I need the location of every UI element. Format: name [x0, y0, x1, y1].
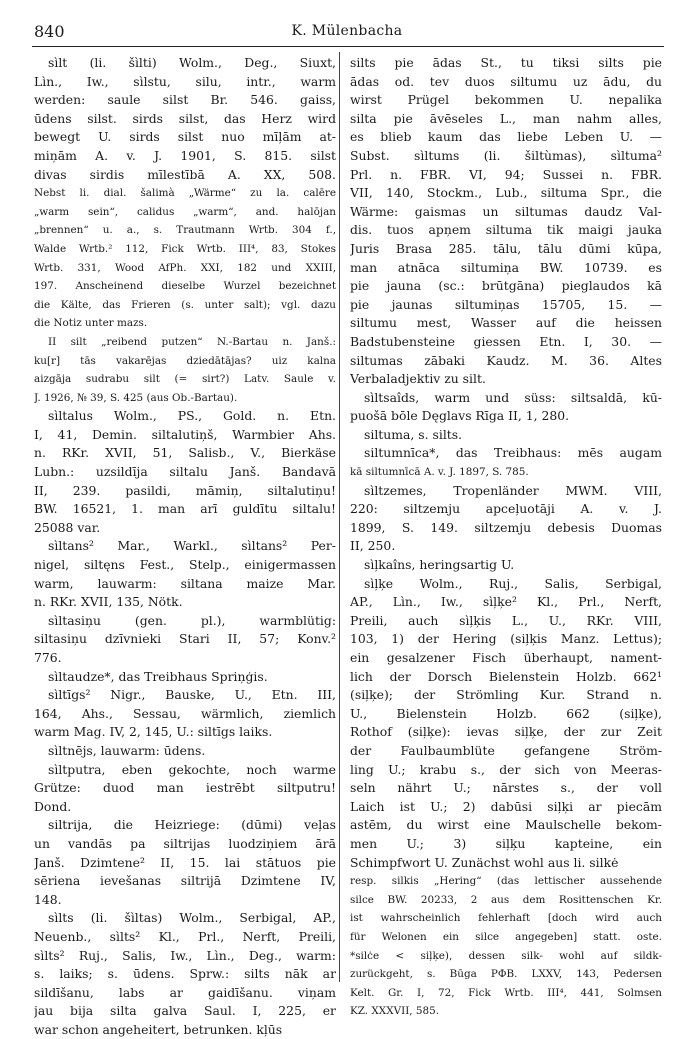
text-line: U., Bielenstein Holzb. 662 (siļķe), [350, 705, 662, 721]
text-line: ūdens silst. sirds silst, das Herz wird [34, 110, 336, 126]
text-line: KZ. XXXVII, 585. [350, 1005, 440, 1018]
text-line: Preili, auch sìļķis L., U., RKr. VIII, [350, 612, 662, 628]
text-line: I, 41, Demin. siltalutiņš, Warmbier Ahs. [34, 426, 336, 442]
text-line: sildīšanu, labs ar gaidīšanu. viņam [34, 984, 336, 1000]
text-line: n. RKr. XVII, 135, Nötk. [34, 594, 183, 610]
text-line: man atnāca siltumiņa BW. 10739. es [350, 259, 662, 275]
text-line: für Welonen ein silce angegeben] statt. oste. [350, 930, 662, 943]
text-line: sìlts² Ruj., Salis, Iw., Lìn., Deg., warm: [34, 947, 336, 963]
text-line: Prl. n. FBR. VI, 94; Sussei n. FBR. [350, 166, 662, 182]
text-line: die Kälte, das Frieren (s. unter salt); vgl. dazu [34, 298, 336, 311]
text-line: AP., Lìn., Iw., sìļķe² Kl., Prl., Nerft, [350, 594, 662, 610]
text-line: sìltaudze*, das Treibhaus Spriņģis. [48, 668, 268, 684]
text-line: sìltasiņu (gen. pl.), warmblütig: [48, 612, 336, 628]
text-line: Lubn.: uzsildīja siltalu Janš. Bandavā [34, 464, 336, 480]
text-line: aizgāja sudrabu silt (= sirt?) Latv. Saule v. [34, 373, 336, 386]
right-column [350, 54, 662, 1021]
text-line: sēriena ievešanas siltrijā Dzimtene IV, [34, 873, 336, 889]
text-line: siltumas zābaki Kaudz. M. 36. Altes [350, 352, 662, 368]
text-line: miņām A. v. J. 1901, S. 815. silst [34, 147, 336, 163]
text-line: warm Mag. IV, 2, 145, U.: siltīgs laiks. [34, 724, 273, 740]
text-line: resp. silkis „Hering“ (das lettischer aussehende [350, 875, 662, 888]
text-line: Juris Brasa 285. tālu, tālu dūmi kūpa, [350, 240, 662, 256]
text-line: Wrtb. 331, Wood AfPh. XXI, 182 und XXIII, [34, 261, 336, 274]
text-line: divas sirdis mīlestībā A. XX, 508. [34, 166, 336, 182]
text-line: puošā bōle Dęglavs Rīga II, 1, 280. [350, 408, 570, 424]
text-line: siltrija, die Heizriege: (dūmi) veļas [48, 817, 336, 833]
text-line: Grütze: duod man iestrēbt siltputru! [34, 780, 336, 796]
page-header [30, 22, 664, 44]
text-line: sìlts (li. šìltas) Wolm., Serbigal, AP., [48, 910, 336, 926]
text-line: sìltnējs, lauwarm: ūdens. [48, 742, 206, 758]
text-line: siltumnīca*, das Treibhaus: mēs augam [364, 445, 662, 461]
text-line: 197. Anscheinend dieselbe Wurzel bezeichnet [34, 280, 336, 293]
text-line: 148. [34, 891, 62, 907]
page-number: 840 [34, 22, 65, 41]
text-line: dis. tuos apņem siltuma tik maigi jauka [350, 222, 662, 238]
left-column [34, 54, 336, 1039]
header-rule [32, 46, 664, 47]
text-line: astēm, du wirst eine Maulschelle bekom- [350, 817, 662, 833]
text-line: werden: saule silst Br. 546. gaiss, [34, 92, 336, 108]
text-line: warm, lauwarm: siltana maize Mar. [34, 575, 336, 591]
text-line: wirst Prügel bekommen U. nepalika [350, 92, 662, 108]
text-line: jau bija silta galva Saul. I, 225, er [34, 1003, 336, 1019]
text-line: ku[r] tās vakarējas dziedātājas? uiz kalna [34, 354, 336, 367]
column-divider [339, 52, 340, 982]
text-line: 103, 1) der Hering (siļķis Manz. Lettus); [350, 631, 662, 647]
text-line: *silċe < siļķe), dessen silk- wohl auf sildk- [350, 949, 662, 962]
text-line: s. laiks; s. ūdens. Sprw.: silts nāk ar [34, 966, 336, 982]
text-line: „warm sein“, calidus „warm“, and. halōjan [34, 205, 336, 218]
text-line: es blieb kaum das liebe Leben U. — [350, 129, 662, 145]
text-line: VII, 140, Stockm., Lub., siltuma Spr., die [350, 185, 662, 201]
text-line: Dond. [34, 798, 72, 814]
text-line: Laich ist U.; 2) dabūsi siļķi ar piecām [350, 798, 662, 814]
text-line: ling U.; krabu s., der sich von Meeras- [350, 761, 662, 777]
text-line: II, 239. pasildi, māmiņ, siltalutiņu! [34, 482, 336, 498]
text-line: ein gesalzener Fisch überhaupt, nament- [350, 650, 662, 665]
text-line: pie jaunas siltumiņas 15705, 15. — [350, 296, 662, 312]
text-line: 25088 var. [34, 519, 101, 535]
text-line: 220: siltzemju apceļuotāji A. v. J. [350, 501, 662, 517]
text-line: Lìn., Iw., sìlstu, silu, intr., warm [34, 73, 336, 89]
text-line: silta pie āvēseles L., man nahm alles, [350, 110, 662, 126]
text-line: Kelt. Gr. I, 72, Fick Wrtb. III⁴, 441, Solmsen [350, 986, 662, 999]
text-line: war schon angeheitert, betrunken. kļūs [34, 1021, 283, 1037]
text-line: siltumu mest, Wasser auf die heissen [350, 315, 662, 331]
text-line: J. 1926, № 39, S. 425 (aus Ob.-Bartau). [34, 391, 238, 404]
text-line: kā siltumnīcā A. v. J. 1897, S. 785. [350, 466, 529, 479]
text-line: II, 250. [350, 538, 396, 554]
text-line: sìltīgs² Nigr., Bauske, U., Etn. III, [48, 687, 336, 703]
text-line: lich der Dorsch Bielenstein Holzb. 662¹ [350, 668, 662, 684]
text-line: sìltzemes, Tropenländer MWM. VIII, [364, 482, 662, 498]
text-line: Rothof (siļķe): ievas siļķe, der zur Zeit [350, 724, 662, 740]
text-line: Walde Wrtb.² 112, Fick Wrtb. III⁴, 83, Stokes [34, 242, 336, 255]
text-line: men U.; 3) siļķu kapteine, ein [350, 835, 662, 851]
text-line: ādas od. tev duos siltumu uz ādu, du [350, 73, 662, 89]
text-line: Nebst li. dial. šalimà „Wärme“ zu la. calēre [34, 187, 336, 200]
text-line: Janš. Dzimtene² II, 15. lai stātuos pie [34, 854, 336, 870]
text-line: 164, Ahs., Sessau, wärmlich, ziemlich [34, 705, 336, 721]
text-line: „brennen“ u. a., s. Trautmann Wrtb. 304 f., [34, 224, 336, 237]
text-line: zurückgeht, s. Būga РФВ. LXXV, 143, Pedersen [350, 968, 662, 981]
text-line: 776. [34, 650, 62, 665]
text-line: bewegt U. sirds silst nuo mīļām at- [34, 129, 336, 145]
text-line: ist wahrscheinlich fehlerhaft [doch wird auch [350, 912, 662, 925]
text-line: sìlt (li. šìlti) Wolm., Deg., Siuxt, [48, 55, 336, 70]
text-line: sìltans² Mar., Warkl., sìltans² Per- [48, 538, 336, 554]
text-line: der Faulbaumblüte gefangene Ström- [350, 742, 662, 758]
text-line: sìltputra, eben gekochte, noch warme [48, 761, 336, 777]
text-line: sìļķe Wolm., Ruj., Salis, Serbigal, [364, 575, 662, 591]
text-line: Badstubensteine giessen Etn. I, 30. — [350, 333, 662, 349]
text-line: silts pie ādas St., tu tiksi silts pie [350, 55, 662, 70]
text-line: 1899, S. 149. siltzemju debesis Duomas [350, 519, 662, 535]
text-line: seln nährt U.; nārstes s., der voll [350, 780, 662, 796]
running-title: K. Mülenbacha [291, 23, 403, 39]
text-line: siltasiņu dzīvnieki Stari II, 57; Konv.² [34, 631, 336, 647]
text-line: Verbaladjektiv zu silt. [350, 371, 486, 387]
text-line: Subst. sìltums (li. šiltùmas), sìltuma² [350, 147, 662, 163]
text-line: Wärme: gaismas un siltumas daudz Val- [350, 203, 662, 219]
text-line: sìltsaîds, warm und süss: siltsaldā, kū- [364, 389, 662, 405]
text-line: BW. 16521, 1. man arī guldītu siltalu! [34, 501, 336, 517]
text-line: II silt „reibend putzen“ N.-Bartau n. Janš.: [48, 335, 336, 348]
text-line: silce BW. 20233, 2 aus dem Rosittenschen Kr. [350, 893, 662, 906]
text-line: nigel, siltęns Fest., Stelp., einigermassen [34, 557, 336, 573]
text-line: die Notiz unter mazs. [34, 317, 148, 330]
text-line: sìļkaîns, heringsartig U. [364, 557, 515, 573]
text-line: un vandās pa siltrijas luodziņiem ārā [34, 835, 336, 851]
text-line: n. RKr. XVII, 51, Salisb., V., Bierkäse [34, 445, 336, 461]
text-line: Neuenb., sìlts² Kl., Prl., Nerft, Preili, [34, 928, 336, 944]
text-line: siltuma, s. silts. [364, 426, 463, 442]
text-line: Schimpfwort U. Zunächst wohl aus li. silkė [350, 854, 619, 870]
text-line: sìltalus Wolm., PS., Gold. n. Etn. [48, 408, 336, 424]
text-line: (siļķe); der Strömling Kur. Strand n. [350, 687, 662, 703]
text-line: pie jauna (sc.: brūtgāna) pieglaudos kā [350, 278, 662, 294]
